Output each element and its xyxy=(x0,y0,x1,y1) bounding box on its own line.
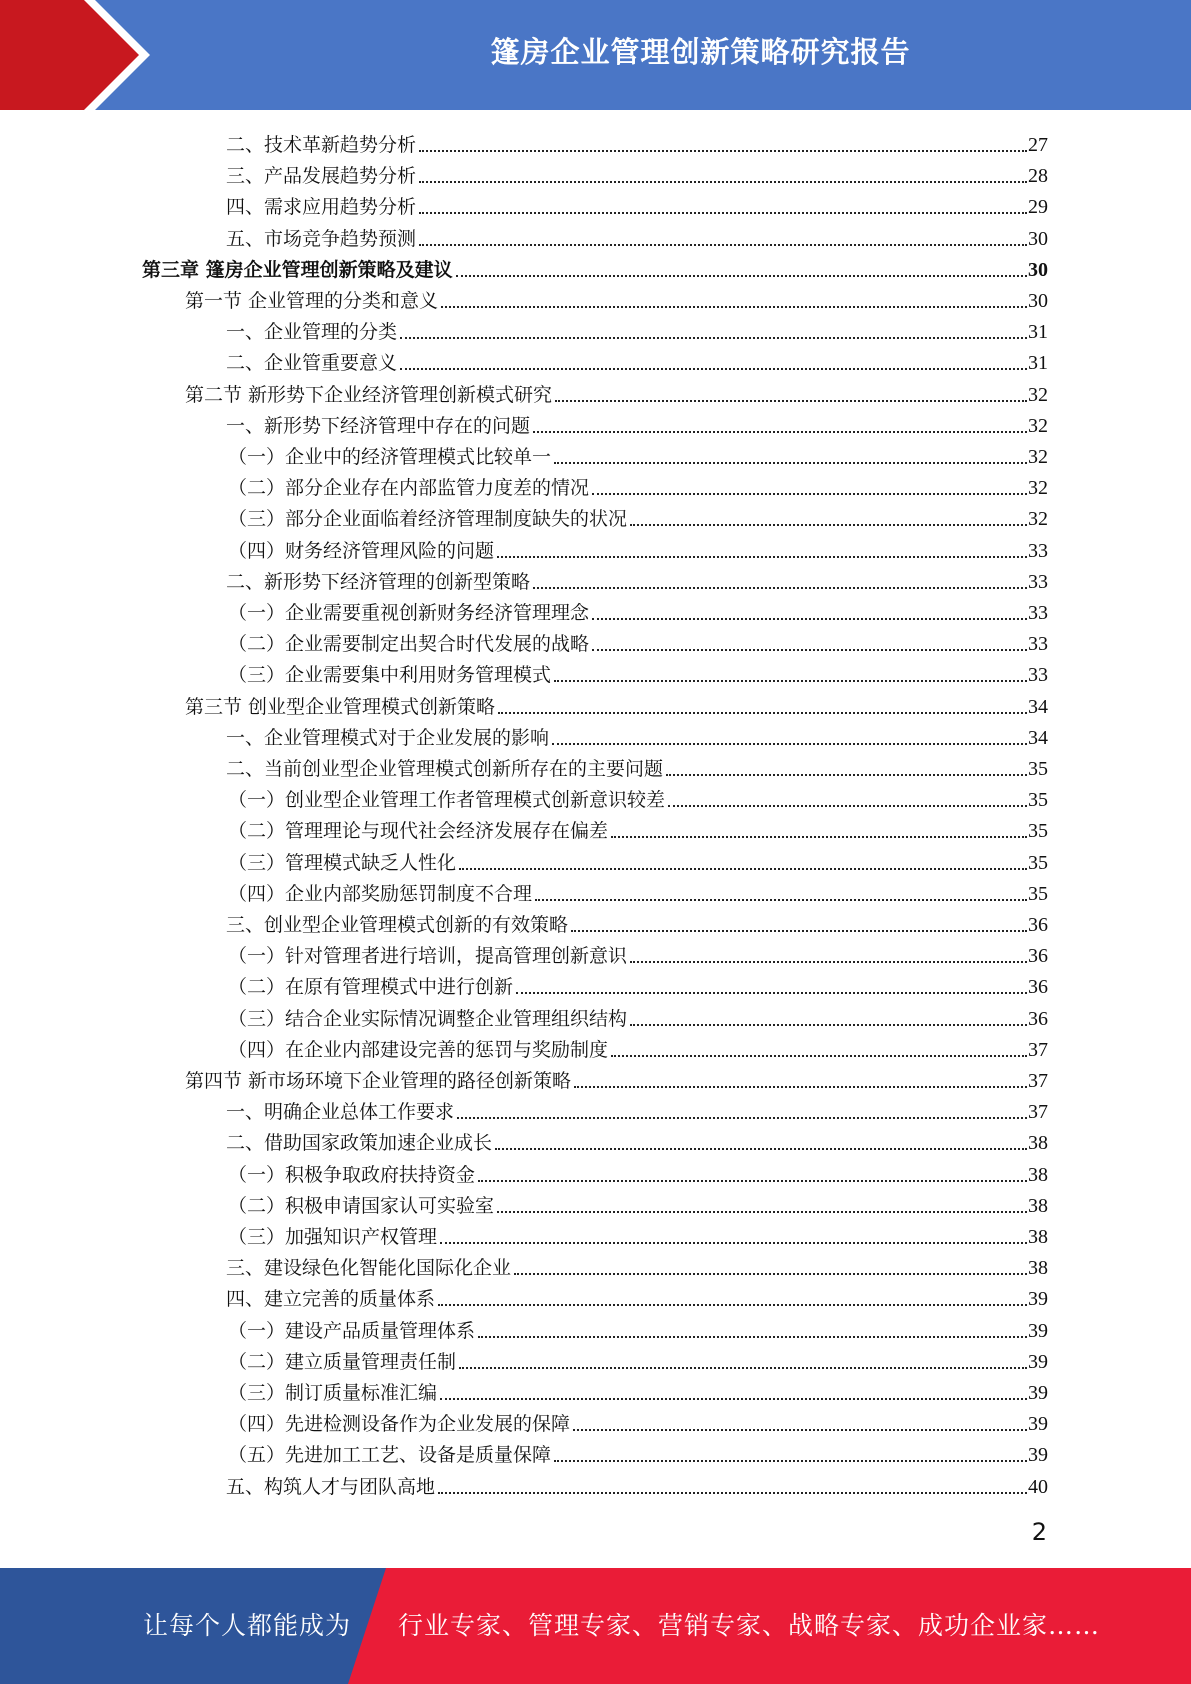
toc-entry-title: （二）建立质量管理责任制 xyxy=(228,1350,457,1373)
toc-entry[interactable] xyxy=(226,564,1048,595)
toc-entry[interactable] xyxy=(226,907,1048,938)
toc-entry-title: 三、创业型企业管理模式创新的有效策略 xyxy=(226,914,569,936)
toc-entry-page: 36 xyxy=(1028,914,1048,936)
toc-entry[interactable] xyxy=(228,501,1048,532)
toc-entry-title: （一）针对管理者进行培训，提高管理创新意识 xyxy=(228,945,628,968)
toc-entry-page: 39 xyxy=(1028,1444,1048,1467)
toc-entry[interactable] xyxy=(226,158,1048,189)
toc-entry-title: 五、构筑人才与团队高地 xyxy=(226,1475,436,1498)
toc-dot-leader xyxy=(630,1020,1027,1026)
toc-entry[interactable] xyxy=(228,1188,1048,1219)
toc-entry-title: （四）财务经济管理风险的问题 xyxy=(228,539,495,562)
toc-entry-title: 第四节 新市场环境下企业管理的路径创新策略 xyxy=(185,1070,572,1092)
toc-entry-page: 37 xyxy=(1028,1070,1048,1092)
toc-entry[interactable] xyxy=(228,1375,1048,1406)
toc-entry-title: 二、企业管重要意义 xyxy=(226,352,398,375)
toc-dot-leader xyxy=(419,240,1027,246)
toc-entry-title: （四）企业内部奖励惩罚制度不合理 xyxy=(228,882,533,905)
toc-entry-title: （三）制订质量标准汇编 xyxy=(228,1382,438,1404)
toc-dot-leader xyxy=(554,458,1027,464)
toc-entry[interactable] xyxy=(228,1219,1048,1250)
toc-dot-leader xyxy=(533,427,1027,433)
toc-entry-page: 35 xyxy=(1028,820,1048,843)
toc-section-entry[interactable] xyxy=(185,377,1048,408)
toc-entry[interactable] xyxy=(228,533,1048,564)
toc-entry-page: 33 xyxy=(1028,539,1048,562)
toc-dot-leader xyxy=(552,739,1027,745)
toc-dot-leader xyxy=(516,988,1027,994)
toc-entry-page: 30 xyxy=(1028,290,1048,312)
toc-entry-page: 39 xyxy=(1028,1382,1048,1404)
toc-entry-page: 31 xyxy=(1028,321,1048,344)
toc-dot-leader xyxy=(554,1456,1027,1462)
toc-entry-title: 第二节 新形势下企业经济管理创新模式研究 xyxy=(185,383,553,406)
toc-dot-leader xyxy=(498,708,1027,714)
toc-dot-leader xyxy=(592,489,1027,495)
toc-entry-page: 35 xyxy=(1028,758,1048,780)
toc-entry-title: （三）结合企业实际情况调整企业管理组织结构 xyxy=(228,1007,628,1030)
toc-dot-leader xyxy=(555,396,1027,402)
toc-entry[interactable] xyxy=(228,969,1048,1000)
toc-entry-title: （四）先进检测设备作为企业发展的保障 xyxy=(228,1413,571,1436)
toc-dot-leader xyxy=(400,333,1027,339)
toc-entry-title: 三、产品发展趋势分析 xyxy=(226,165,417,188)
document-title: 篷房企业管理创新策略研究报告 xyxy=(490,35,911,69)
toc-entry-title: （一）创业型企业管理工作者管理模式创新意识较差 xyxy=(228,789,666,812)
toc-entry[interactable] xyxy=(226,1250,1048,1281)
toc-entry[interactable] xyxy=(228,470,1048,501)
toc-entry[interactable] xyxy=(226,408,1048,439)
page-header xyxy=(0,0,1191,110)
toc-dot-leader xyxy=(459,1363,1027,1369)
toc-entry-title: （二）在原有管理模式中进行创新 xyxy=(228,976,514,999)
toc-entry[interactable] xyxy=(226,314,1048,345)
toc-entry-page: 33 xyxy=(1028,570,1048,593)
toc-entry-title: （二）积极申请国家认可实验室 xyxy=(228,1194,495,1217)
toc-entry-page: 38 xyxy=(1028,1163,1048,1186)
toc-entry-title: （三）部分企业面临着经济管理制度缺失的状况 xyxy=(228,508,628,531)
toc-entry[interactable] xyxy=(228,813,1048,844)
toc-entry-title: 第一节 企业管理的分类和意义 xyxy=(185,290,439,312)
toc-entry-title: （五）先进加工工艺、设备是质量保障 xyxy=(228,1444,552,1467)
toc-entry-page: 36 xyxy=(1028,1007,1048,1030)
toc-entry-page: 35 xyxy=(1028,851,1048,874)
toc-entry[interactable] xyxy=(228,876,1048,907)
toc-entry-page: 33 xyxy=(1028,664,1048,687)
toc-entry-title: （一）建设产品质量管理体系 xyxy=(228,1319,476,1342)
toc-dot-leader xyxy=(419,208,1027,214)
toc-entry-title: 四、需求应用趋势分析 xyxy=(226,196,417,219)
toc-entry-title: （二）部分企业存在内部监管力度差的情况 xyxy=(228,477,590,500)
toc-entry-page: 33 xyxy=(1028,602,1048,624)
toc-dot-leader xyxy=(573,1425,1027,1431)
header-chevron-decoration xyxy=(0,0,150,110)
toc-entry-page: 28 xyxy=(1028,165,1048,188)
toc-entry-page: 36 xyxy=(1028,945,1048,968)
toc-dot-leader xyxy=(459,864,1027,870)
toc-entry-title: 第三节 创业型企业管理模式创新策略 xyxy=(185,695,496,718)
toc-entry[interactable] xyxy=(226,345,1048,376)
toc-entry-page: 29 xyxy=(1028,196,1048,219)
toc-entry-page: 39 xyxy=(1028,1319,1048,1342)
toc-dot-leader xyxy=(535,895,1027,901)
toc-entry[interactable] xyxy=(226,221,1048,252)
toc-entry-page: 39 xyxy=(1028,1350,1048,1373)
toc-entry[interactable] xyxy=(228,1344,1048,1375)
toc-dot-leader xyxy=(419,177,1027,183)
toc-entry-title: （一）企业需要重视创新财务经济管理理念 xyxy=(228,602,590,624)
toc-dot-leader xyxy=(478,1176,1027,1182)
toc-dot-leader xyxy=(438,1488,1027,1494)
toc-entry-page: 32 xyxy=(1028,508,1048,531)
toc-dot-leader xyxy=(457,1113,1027,1119)
toc-entry-page: 32 xyxy=(1028,477,1048,500)
toc-dot-leader xyxy=(419,146,1027,152)
toc-dot-leader xyxy=(456,271,1027,277)
toc-entry[interactable] xyxy=(226,189,1048,220)
toc-dot-leader xyxy=(497,552,1027,558)
toc-dot-leader xyxy=(668,801,1027,807)
toc-section-entry[interactable] xyxy=(185,283,1048,314)
toc-entry-page: 38 xyxy=(1028,1132,1048,1155)
toc-entry[interactable] xyxy=(228,1032,1048,1063)
toc-entry-page: 32 xyxy=(1028,383,1048,406)
toc-entry-title: 二、技术革新趋势分析 xyxy=(226,134,417,156)
toc-dot-leader xyxy=(666,770,1027,776)
toc-entry-title: 第三章 篷房企业管理创新策略及建议 xyxy=(142,258,453,281)
toc-entry[interactable] xyxy=(228,657,1048,688)
toc-entry-page: 38 xyxy=(1028,1226,1048,1248)
toc-dot-leader xyxy=(571,926,1027,932)
toc-entry-title: （三）企业需要集中利用财务管理模式 xyxy=(228,664,552,687)
toc-entry[interactable] xyxy=(228,938,1048,969)
toc-dot-leader xyxy=(441,302,1027,308)
toc-section-entry[interactable] xyxy=(185,1063,1048,1094)
toc-dot-leader xyxy=(495,1144,1027,1150)
toc-entry-title: 一、企业管理模式对于企业发展的影响 xyxy=(226,726,550,749)
toc-entry-title: （一）积极争取政府扶持资金 xyxy=(228,1163,476,1186)
toc-entry-title: 三、建设绿色化智能化国际化企业 xyxy=(226,1257,512,1280)
toc-entry-title: （四）在企业内部建设完善的惩罚与奖励制度 xyxy=(228,1038,609,1061)
toc-entry[interactable] xyxy=(228,845,1048,876)
toc-entry[interactable] xyxy=(228,782,1048,813)
toc-entry-title: 一、企业管理的分类 xyxy=(226,321,398,344)
toc-entry-page: 31 xyxy=(1028,352,1048,375)
toc-entry-page: 34 xyxy=(1028,726,1048,749)
footer-slogan-right: 行业专家、管理专家、营销专家、战略专家、成功企业家…… xyxy=(398,1611,1101,1640)
toc-entry-page: 30 xyxy=(1028,227,1048,250)
toc-dot-leader xyxy=(478,1332,1027,1338)
toc-entry-page: 39 xyxy=(1028,1413,1048,1436)
toc-dot-leader xyxy=(440,1394,1027,1400)
toc-entry[interactable] xyxy=(228,1313,1048,1344)
toc-entry[interactable] xyxy=(226,1469,1048,1500)
toc-entry-page: 32 xyxy=(1028,414,1048,437)
toc-dot-leader xyxy=(592,614,1027,620)
toc-dot-leader xyxy=(574,1082,1027,1088)
toc-dot-leader xyxy=(400,364,1027,370)
page-number: 2 xyxy=(1031,1518,1047,1546)
toc-entry-page: 40 xyxy=(1028,1475,1048,1498)
toc-dot-leader xyxy=(533,583,1027,589)
toc-dot-leader xyxy=(514,1269,1027,1275)
toc-entry-page: 35 xyxy=(1028,789,1048,812)
toc-entry-page: 27 xyxy=(1028,134,1048,156)
toc-entry-page: 36 xyxy=(1028,976,1048,999)
toc-entry[interactable] xyxy=(228,595,1048,626)
toc-dot-leader xyxy=(440,1238,1027,1244)
toc-entry-title: 一、明确企业总体工作要求 xyxy=(226,1101,455,1124)
toc-dot-leader xyxy=(630,957,1027,963)
toc-dot-leader xyxy=(630,520,1027,526)
toc-entry-page: 39 xyxy=(1028,1288,1048,1311)
toc-dot-leader xyxy=(554,676,1027,682)
toc-entry-title: 二、当前创业型企业管理模式创新所存在的主要问题 xyxy=(226,758,664,780)
toc-entry[interactable] xyxy=(228,439,1048,470)
toc-entry-page: 32 xyxy=(1028,446,1048,468)
toc-chapter-entry[interactable] xyxy=(142,252,1048,283)
page-footer xyxy=(0,1568,1191,1684)
toc-entry-page: 34 xyxy=(1028,695,1048,718)
toc-entry-title: （二）管理理论与现代社会经济发展存在偏差 xyxy=(228,820,609,843)
toc-entry[interactable] xyxy=(226,751,1048,782)
toc-entry[interactable] xyxy=(226,127,1048,158)
toc-entry-title: 四、建立完善的质量体系 xyxy=(226,1288,436,1311)
toc-entry-title: 二、借助国家政策加速企业成长 xyxy=(226,1132,493,1155)
toc-entry-title: 五、市场竞争趋势预测 xyxy=(226,227,417,250)
toc-dot-leader xyxy=(438,1300,1027,1306)
toc-entry-title: （二）企业需要制定出契合时代发展的战略 xyxy=(228,633,590,656)
toc-entry[interactable] xyxy=(228,1157,1048,1188)
toc-entry-title: （一）企业中的经济管理模式比较单一 xyxy=(228,446,552,468)
toc-entry[interactable] xyxy=(226,1125,1048,1156)
toc-entry[interactable] xyxy=(228,626,1048,657)
toc-entry[interactable] xyxy=(226,720,1048,751)
toc-dot-leader xyxy=(611,1051,1027,1057)
toc-section-entry[interactable] xyxy=(185,689,1048,720)
toc-dot-leader xyxy=(497,1207,1027,1213)
toc-entry-page: 37 xyxy=(1028,1101,1048,1124)
toc-entry-page: 37 xyxy=(1028,1038,1048,1061)
toc-entry[interactable] xyxy=(228,1001,1048,1032)
toc-entry-title: 一、新形势下经济管理中存在的问题 xyxy=(226,414,531,437)
toc-entry[interactable] xyxy=(228,1437,1048,1468)
toc-dot-leader xyxy=(611,832,1027,838)
toc-entry-page: 30 xyxy=(1028,258,1048,281)
toc-dot-leader xyxy=(592,645,1027,651)
toc-entry-title: （三）加强知识产权管理 xyxy=(228,1226,438,1248)
toc-entry-title: 二、新形势下经济管理的创新型策略 xyxy=(226,570,531,593)
toc-entry-title: （三）管理模式缺乏人性化 xyxy=(228,851,457,874)
toc-entry[interactable] xyxy=(228,1406,1048,1437)
toc-entry-page: 35 xyxy=(1028,882,1048,905)
toc-entry-page: 33 xyxy=(1028,633,1048,656)
toc-entry-page: 38 xyxy=(1028,1194,1048,1217)
footer-slogan-left: 让每个人都能成为 xyxy=(143,1611,352,1640)
toc-entry[interactable] xyxy=(226,1281,1048,1312)
toc-entry-page: 38 xyxy=(1028,1257,1048,1280)
toc-entry[interactable] xyxy=(226,1094,1048,1125)
